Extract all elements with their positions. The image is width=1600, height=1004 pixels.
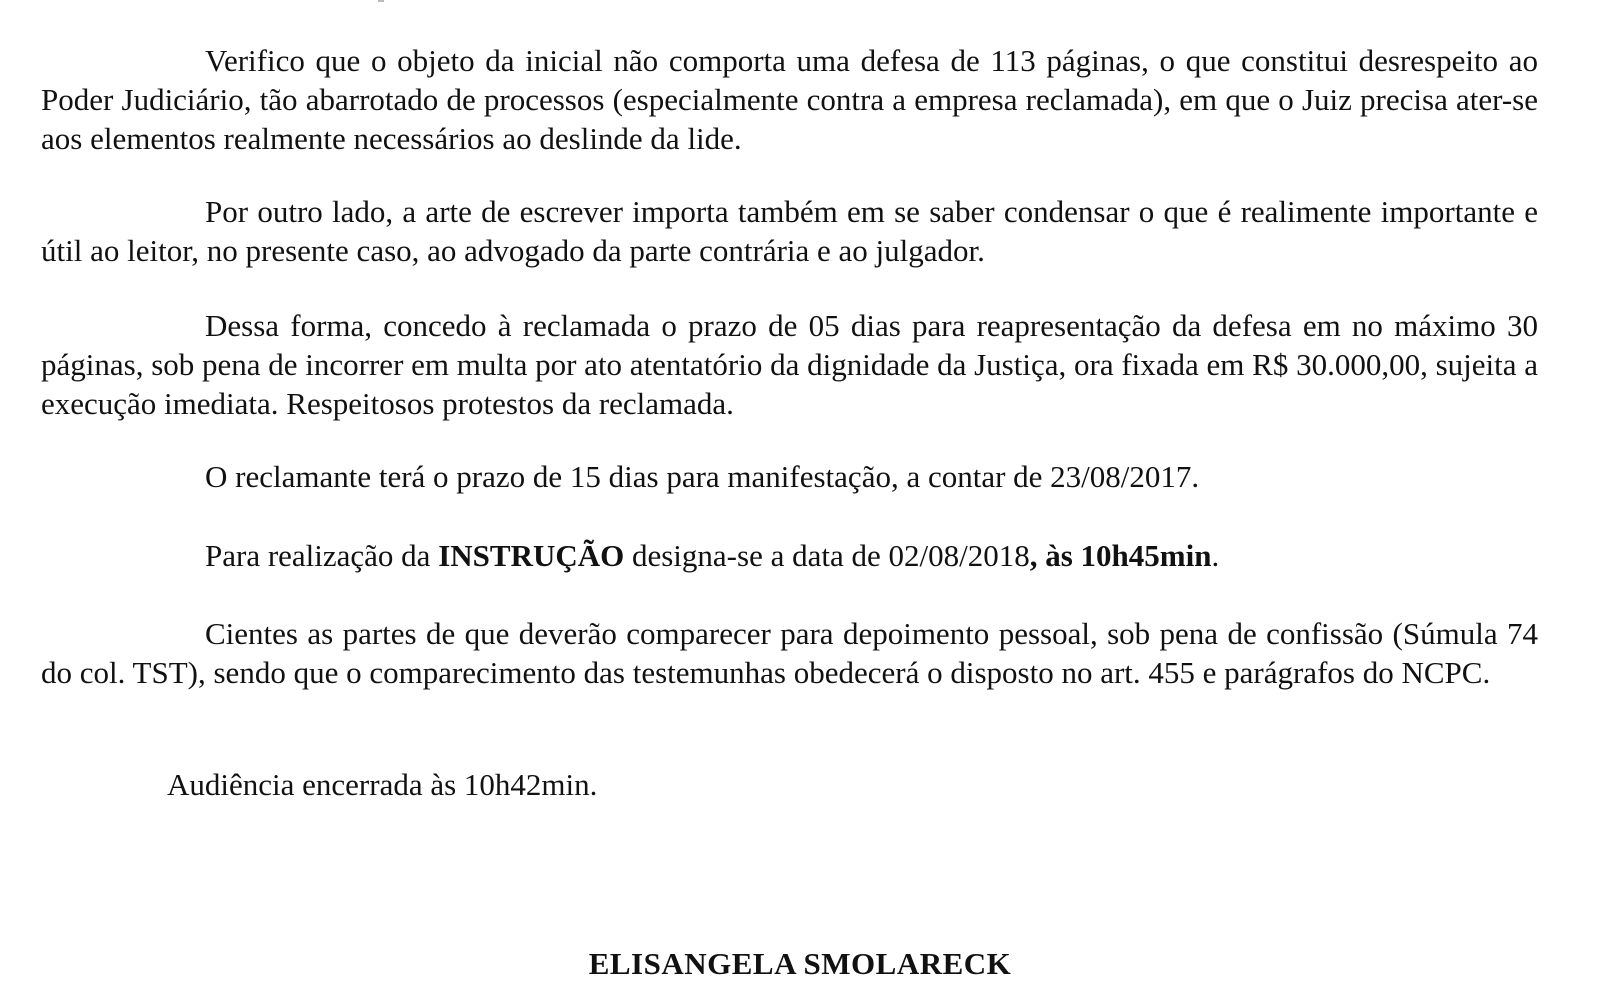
instruction-term: INSTRUÇÃO: [438, 538, 625, 573]
top-edge-mark: [378, 0, 384, 2]
paragraph-text: Audiência encerrada às 10h42min.: [167, 767, 598, 802]
instruction-time: , às 10h45min: [1029, 538, 1212, 573]
instruction-prefix: Para realização da: [205, 538, 439, 573]
paragraph-text: Cientes as partes de que deverão comparecer para depoimento pessoal, sob pena de confissão (Súmula 74 do col. TST), sendo que o comparecimento das testemunhas obedecerá o disposto no art. 455 e parágrafos do NCPC.: [41, 616, 1538, 690]
paragraph-instruction-date: [205, 536, 1219, 575]
paragraph-plaintiff-deadline: [205, 457, 1199, 496]
paragraph-text: Verifico que o objeto da inicial não comporta uma defesa de 113 páginas, o que constitui desrespeito ao Poder Judiciário, tão abarrotado de processos (especialmente contra a empresa reclamada), em que o Juiz precisa ater-se aos elementos realmente necessários ao deslinde da lide.: [41, 43, 1538, 156]
paragraph-defense-length: [41, 41, 1538, 158]
signature-name: ELISANGELA SMOLARECK: [588, 946, 1012, 981]
paragraph-text: Por outro lado, a arte de escrever importa também em se saber condensar o que é realimente importante e útil ao leitor, no presente caso, ao advogado da parte contrária e ao julgador.: [41, 194, 1538, 268]
instruction-middle: designa-se a data de 02/08/2018: [624, 538, 1030, 573]
paragraph-personal-testimony: [41, 614, 1538, 692]
paragraph-deadline-penalty: [41, 306, 1538, 423]
paragraph-writing-art: [41, 192, 1538, 270]
paragraph-text: Dessa forma, concedo à reclamada o prazo de 05 dias para reapresentação da defesa em no máximo 30 páginas, sob pena de incorrer em multa por ato atentatório da dignidade da Justiça, ora fixada em R$ 30.000,00, sujeita a execução imediata. Respeitosos protestos da reclamada.: [41, 308, 1539, 421]
paragraph-text: O reclamante terá o prazo de 15 dias para manifestação, a contar de 23/08/2017.: [205, 459, 1200, 494]
instruction-suffix: .: [1211, 538, 1220, 573]
paragraph-hearing-closed: [167, 765, 597, 804]
